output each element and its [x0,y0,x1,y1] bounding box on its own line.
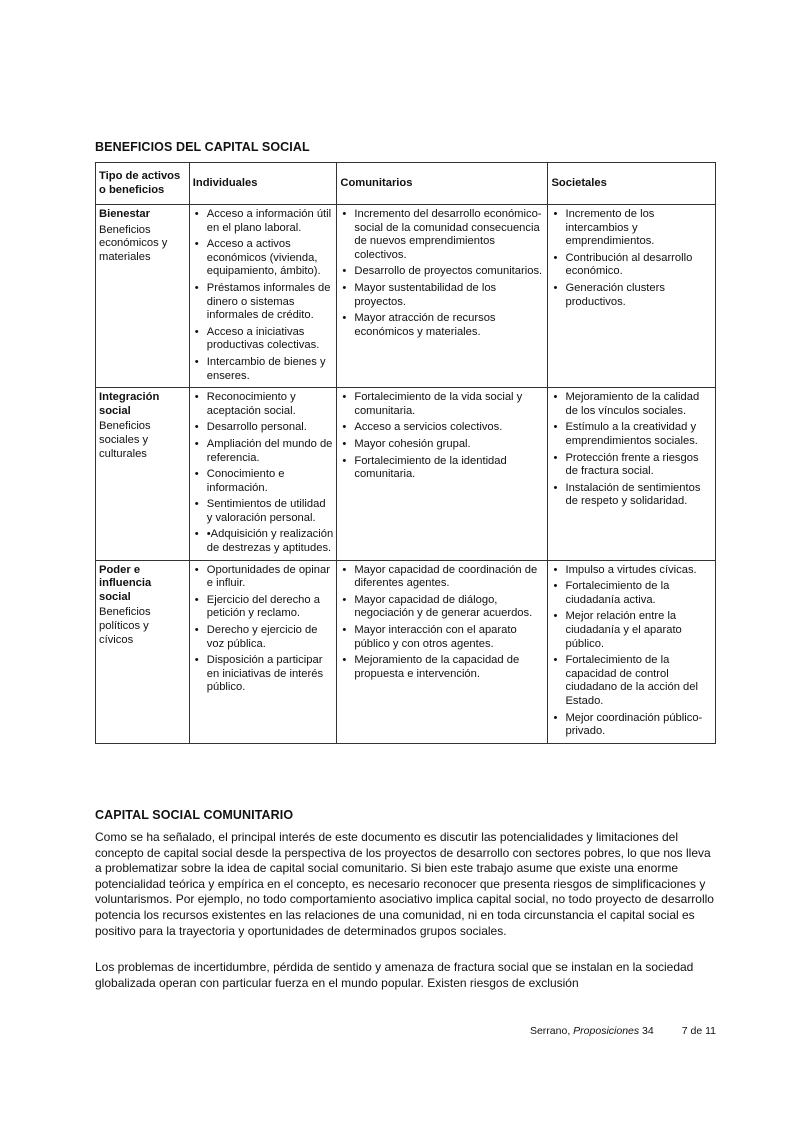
list-item: • Mayor atracción de recursos económicos y materiales. [340,312,544,339]
row-title: Poder e influencia social [99,563,152,603]
list-item: • Ampliación del mundo de referencia. [193,438,334,465]
list-item: • Acceso a iniciativas productivas colectivas. [193,326,334,353]
table-row [96,205,716,388]
list-item: • Disposición a participar en iniciativas de interés público. [193,654,334,695]
cell-comunitarios [337,205,548,388]
list-item: • Desarrollo de proyectos comunitarios. [340,265,544,279]
row-title: Bienestar [99,208,150,220]
footer-author: Serrano, [529,1025,574,1037]
row-title: Integración social [99,391,160,417]
list-item: • Fortalecimiento de la vida social y comunitaria. [340,391,544,418]
cell-individuales [189,205,337,388]
row-subtitle: Beneficios económicos y materiales [99,223,168,263]
list-item: • Mayor capacidad de coordinación de diferentes agentes. [340,564,544,591]
list-item: • Desarrollo personal. [193,421,334,435]
benefits-table [95,162,716,744]
list-item: • Mejoramiento de la calidad de los vínculos sociales. [551,391,712,418]
list-item: • Sentimientos de utilidad y valoración personal. [193,498,334,525]
table-row [96,388,716,561]
body-paragraph: Los problemas de incertidumbre, pérdida de sentido y amenaza de fractura social que se instalan en la sociedad globalizada operan con particular fuerza en el mundo popular. Existen riesgos de exclusión [95,960,694,990]
row-category [96,205,190,388]
list-item: • Mayor capacidad de diálogo, negociación y de generar acuerdos. [340,594,544,621]
list-item: • Generación clusters productivos. [551,282,712,309]
list-item: • Acceso a información útil en el plano laboral. [193,208,334,235]
list-item: • Acceso a servicios colectivos. [340,421,544,435]
header-tipo: Tipo de activos o beneficios [96,163,190,205]
table-row [96,560,716,743]
list-item: • •Adquisición y realización de destrezas y aptitudes. [193,528,334,555]
row-subtitle: Beneficios sociales y culturales [99,420,151,460]
list-item: • Acceso a activos económicos (vivienda, equipamiento, ámbito). [193,238,334,279]
page-footer [530,1025,716,1037]
cell-comunitarios [337,560,548,743]
cell-comunitarios [337,388,548,561]
table-header-row [96,163,716,205]
list-item: • Incremento del desarrollo económico-social de la comunidad consecuencia de nuevos emprendimientos colectivos. [340,208,544,262]
footer-issue: 34 [639,1025,654,1037]
list-item: • Conocimiento e información. [193,468,334,495]
list-item: • Mayor cohesión grupal. [340,438,544,452]
list-item: • Mayor interacción con el aparato público y con otros agentes. [340,624,544,651]
list-item: • Fortalecimiento de la ciudadanía activa. [551,580,712,607]
list-item: • Reconocimiento y aceptación social. [193,391,334,418]
page-number: 7 de 11 [681,1025,716,1037]
list-item: • Impulso a virtudes cívicas. [551,564,712,578]
list-item: • Intercambio de bienes y enseres. [193,356,334,383]
list-item: • Ejercicio del derecho a petición y reclamo. [193,594,334,621]
section-title-beneficios: BENEFICIOS DEL CAPITAL SOCIAL [95,140,310,154]
cell-societales [548,560,716,743]
list-item: • Incremento de los intercambios y emprendimientos. [551,208,712,249]
list-item: • Fortalecimiento de la capacidad de control ciudadano de la acción del Estado. [551,654,712,708]
cell-individuales [189,388,337,561]
footer-publication: Proposiciones [573,1025,640,1037]
list-item: • Estímulo a la creatividad y emprendimientos sociales. [551,421,712,448]
header-comunitarios: Comunitarios [337,163,548,205]
row-category [96,560,190,743]
row-subtitle: Beneficios políticos y cívicos [99,606,151,646]
row-category [96,388,190,561]
list-item: • Derecho y ejercicio de voz pública. [193,624,334,651]
list-item: • Fortalecimiento de la identidad comunitaria. [340,455,544,482]
header-individuales: Individuales [189,163,337,205]
list-item: • Oportunidades de opinar e influir. [193,564,334,591]
list-item: • Contribución al desarrollo económico. [551,252,712,279]
cell-societales [548,388,716,561]
list-item: • Protección frente a riesgos de fractura social. [551,452,712,479]
cell-individuales [189,560,337,743]
section-title-capital-social-comunitario: CAPITAL SOCIAL COMUNITARIO [95,808,294,822]
body-paragraph: Como se ha señalado, el principal interés de este documento es discutir las potencialidades y limitaciones del concepto de capital social desde la perspectiva de los proyectos de desarrollo con sectores pobres, lo que nos lleva a problematizar sobre la idea de capital social comunitario. Si bien este trabajo asume que existe una enorme potencialidad teórica y empírica en el concepto, es necesario reconocer que presenta riesgos de simplificaciones y voluntarismos. Por ejemplo, no todo comportamiento asociativo implica capital social, no todo proyecto de desarrollo potencia los recursos existentes en las relaciones de una comunidad, ni en toda circunstancia el capital social es positivo para la trayectoria y oportunidades de determinados grupos sociales. [95,830,714,938]
list-item: • Mejor relación entre la ciudadanía y el aparato público. [551,610,712,651]
list-item: • Instalación de sentimientos de respeto y solidaridad. [551,482,712,509]
list-item: • Mejor coordinación público-privado. [551,712,712,739]
list-item: • Mejoramiento de la capacidad de propuesta e intervención. [340,654,544,681]
list-item: • Mayor sustentabilidad de los proyectos. [340,282,544,309]
cell-societales [548,205,716,388]
list-item: • Préstamos informales de dinero o sistemas informales de crédito. [193,282,334,323]
header-societales: Societales [548,163,716,205]
